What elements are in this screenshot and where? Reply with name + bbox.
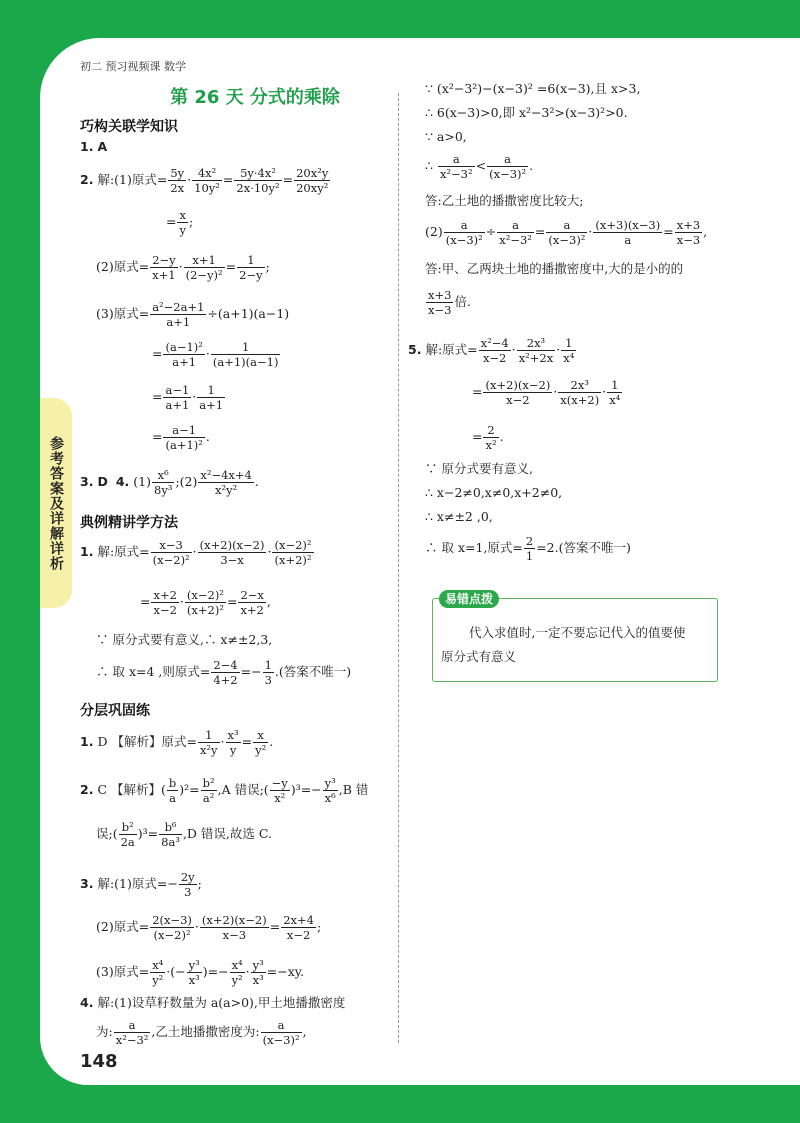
- example-1b: = $\frac{x+2}{x-2}$ · $\frac{\text{(x−2)²}}{\text{(x+2)²}}$ = $\frac{2-x}{x+2}$ ,: [140, 588, 271, 617]
- r-line-8: $\frac{x+3}{x-3}$ 倍.: [428, 288, 471, 317]
- answer-2-1: 2. 解:(1)原式= $\frac{5y}{2x}$ · $\frac{\text{4x²}}{\text{10y²}}$ = $\frac{\text{5y·4x²}}{\text{2x·10y²}}$ = $\frac{\text{20x²y}}{\text{20xy²}}$: [80, 166, 329, 195]
- answer-5c: = $\frac{2}{\text{x²}}$ .: [472, 423, 504, 452]
- practice-4b: 为: $\frac{a}{\text{x²−3²}}$ ,乙土地播撒密度为: $\frac{a}{\text{(x−3)²}}$ ,: [96, 1018, 307, 1047]
- tip-line-1: 代入求值时,一定不要忘记代入的值要使: [469, 625, 686, 640]
- r-line-4: ∴ $\frac{a}{\text{x²−3²}}$ < $\frac{a}{\text{(x−3)²}}$ .: [425, 152, 534, 181]
- tip-tag: 易错点拨: [439, 590, 499, 608]
- answer-2-3: (3)原式= $\frac{\text{a²−2a+1}}{a+1}$ ÷(a+1)(a−1): [96, 300, 290, 329]
- page-number: 148: [80, 1051, 118, 1072]
- r-line-12: ∴ x≠±2 ,0,: [425, 509, 493, 524]
- section-heading-2: 典例精讲学方法: [80, 515, 178, 531]
- answer-2-3d: = $\frac{a-1}{\text{(a+1)²}}$ .: [152, 423, 210, 452]
- page-title: 第 26 天 分式的乘除: [170, 87, 340, 108]
- header-text: 初二 预习视频课 数学: [80, 60, 186, 73]
- answer-2-2: (2)原式= $\frac{2-y}{x+1}$ · $\frac{x+1}{\text{(2−y)²}}$ = $\frac{1}{2-y}$ ;: [96, 253, 270, 282]
- tip-line-2: 原分式有意义: [441, 649, 517, 664]
- r-line-6: (2) $\frac{a}{\text{(x−3)²}}$ ÷ $\frac{a}{\text{x²−3²}}$ = $\frac{a}{\text{(x−3)²}}$ · $\frac{(x+3)(x-3)}{a}$ = $\frac{x+3}{x-3}$ ,: [425, 218, 708, 247]
- practice-2b: 误;( $\frac{\text{b²}}{2a}$ )³= $\frac{\text{b⁶}}{\text{8a³}}$ ,D 错误,故选 C.: [96, 820, 272, 849]
- answer-2-1b: = $\frac{x}{y}$ ;: [166, 208, 194, 237]
- answer-2-3c: = $\frac{a-1}{a+1}$ · $\frac{1}{a+1}$: [152, 383, 224, 412]
- r-line-7: 答:甲、乙两块土地的播撒密度中,大的是小的的: [425, 261, 684, 276]
- side-tab: [40, 398, 72, 608]
- answer-5: 5. 解:原式= $\frac{\text{x²−4}}{x-2}$ · $\frac{\text{2x³}}{\text{x²+2x}}$ · $\frac{1}{\text{x⁴}}$: [408, 336, 575, 365]
- r-line-3: ∵ a>0,: [425, 129, 467, 144]
- page: [40, 38, 800, 1085]
- answer-1: 1. A: [80, 139, 108, 154]
- example-1d: ∴ 取 x=4 ,则原式= $\frac{2-4}{4+2}$ =− $\frac{1}{3}$ .(答案不唯一): [96, 658, 352, 687]
- column-divider: [398, 93, 399, 1043]
- r-line-5: 答:乙土地的播撒密度比较大;: [425, 193, 584, 208]
- r-line-10: ∵ 原分式要有意义,: [425, 461, 533, 476]
- answer-2-3b: = $\frac{\text{(a−1)²}}{a+1}$ · $\frac{1}{(a+1)(a-1)}$: [152, 340, 279, 369]
- side-tab-label: 参考答案及详解详析: [48, 435, 64, 571]
- practice-3-2: (2)原式= $\frac{2(x-3)}{\text{(x−2)²}}$ · $\frac{(x+2)(x-2)}{x-3}$ = $\frac{2x+4}{x-2}$ ;: [96, 913, 322, 942]
- tip-box: [432, 592, 718, 682]
- r-line-13: ∴ 取 x=1,原式= $\frac{2}{1}$ =2.(答案不唯一): [425, 534, 631, 563]
- practice-3-3: (3)原式= $\frac{\text{x⁴}}{\text{y²}}$ ·(− $\frac{\text{y³}}{\text{x³}}$ )=− $\frac{\text{x⁴}}{\text{y²}}$ · $\frac{\text{y³}}{\text{x³}}$ =−xy.: [96, 958, 305, 987]
- r-line-11: ∴ x−2≠0,x≠0,x+2≠0,: [425, 485, 563, 500]
- r-line-2: ∴ 6(x−3)>0,即 x²−3²>(x−3)²>0.: [425, 105, 628, 120]
- practice-2: 2. C 【解析】( $\frac{b}{a}$ )²= $\frac{\text{b²}}{\text{a²}}$ ,A 错误;( $\frac{-y}{\text{x²}}$ )³=− $\frac{\text{y³}}{\text{x⁶}}$ ,B 错: [80, 776, 369, 805]
- practice-3-1: 3. 解:(1)原式=− $\frac{2y}{3}$ ;: [80, 870, 202, 899]
- practice-4: 4. 解:(1)设草籽数量为 a(a>0),甲土地播撒密度: [80, 995, 346, 1010]
- practice-1: 1. D 【解析】原式= $\frac{1}{\text{x²y}}$ · $\frac{\text{x³}}{y}$ = $\frac{x}{\text{y²}}$ .: [80, 728, 274, 757]
- answer-3-4: 3. D 4. (1) $\frac{\text{x⁶}}{\text{8y³}}$ ;(2) $\frac{\text{x²−4x+4}}{\text{x²y²}}$ .: [80, 468, 259, 497]
- example-1c: ∵ 原分式要有意义,∴ x≠±2,3,: [96, 632, 273, 647]
- tip-text: [441, 621, 711, 669]
- r-line-1: ∵ (x²−3²)−(x−3)² =6(x−3),且 x>3,: [425, 81, 641, 96]
- example-1: 1. 解:原式= $\frac{x-3}{\text{(x−2)²}}$ · $\frac{(x+2)(x-2)}{3-x}$ · $\frac{\text{(x−2)²}}{\text{(x+2)²}}$: [80, 538, 312, 567]
- section-heading-1: 巧构关联学知识: [80, 119, 178, 135]
- section-heading-3: 分层巩固练: [80, 703, 150, 719]
- answer-5b: = $\frac{(x+2)(x-2)}{x-2}$ · $\frac{\text{2x³}}{x(x+2)}$ · $\frac{1}{\text{x⁴}}$: [472, 378, 621, 407]
